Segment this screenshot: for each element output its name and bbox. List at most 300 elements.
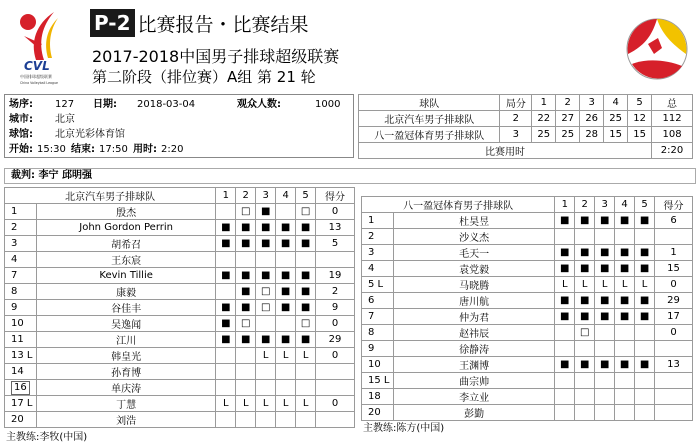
player-row <box>5 316 355 332</box>
score-cell: 15 <box>604 127 628 143</box>
score-header-row <box>359 95 693 111</box>
set-participation-mark: ■ <box>256 220 276 236</box>
player-row <box>362 341 693 357</box>
player-name: 康毅 <box>36 284 215 300</box>
set-participation-mark: ■ <box>216 220 236 236</box>
set-header: 1 <box>555 197 575 213</box>
player-number: 1 <box>5 204 37 220</box>
set-participation-mark <box>236 252 256 268</box>
score-row-team-a <box>359 111 693 127</box>
volleyball-association-logo <box>622 14 692 84</box>
set-participation-mark <box>236 348 256 364</box>
set-participation-mark: ■ <box>256 236 276 252</box>
player-points <box>316 412 355 428</box>
set-participation-mark: ■ <box>595 213 615 229</box>
score-cell: 15 <box>628 127 652 143</box>
set-participation-mark <box>216 380 236 396</box>
player-points <box>316 364 355 380</box>
set-participation-mark: ■ <box>216 300 236 316</box>
player-name: 赵祎辰 <box>393 325 554 341</box>
set-participation-mark: □ <box>575 325 595 341</box>
set-header: 3 <box>256 188 276 204</box>
score-cell: 108 <box>652 127 693 143</box>
player-name: 袁党毅 <box>393 261 554 277</box>
set-participation-mark: ■ <box>615 245 635 261</box>
player-number: 20 <box>5 412 37 428</box>
set-participation-mark: ■ <box>236 220 256 236</box>
player-row <box>362 357 693 373</box>
player-name: 江川 <box>36 332 215 348</box>
player-points: 0 <box>316 204 355 220</box>
player-number: 1 <box>362 213 394 229</box>
set-participation-mark <box>615 325 635 341</box>
player-name: John Gordon Perrin <box>36 220 215 236</box>
referee-line: 裁判: 李宁 邱明强 <box>4 168 696 184</box>
player-name: 唐川航 <box>393 293 554 309</box>
player-points <box>655 373 693 389</box>
set-participation-mark: ■ <box>575 261 595 277</box>
set-participation-mark: L <box>615 277 635 293</box>
player-name: 王东宸 <box>36 252 215 268</box>
player-name: 李立业 <box>393 389 554 405</box>
player-points: 2 <box>316 284 355 300</box>
player-name: 单庆涛 <box>36 380 215 396</box>
player-number: 7 <box>5 268 37 284</box>
set-participation-mark <box>575 405 595 421</box>
set-participation-mark: ■ <box>256 332 276 348</box>
team-a-coach: 主教练:李牧(中国) <box>6 432 88 443</box>
player-name: 吴逸闻 <box>36 316 215 332</box>
player-name: 曲宗帅 <box>393 373 554 389</box>
duration-label: 用时: <box>133 144 157 155</box>
set-participation-mark: ■ <box>236 332 256 348</box>
roster-team-a <box>4 187 355 428</box>
set-participation-mark <box>236 364 256 380</box>
player-name: 胡希召 <box>36 236 215 252</box>
player-row <box>362 277 693 293</box>
set-participation-mark <box>595 389 615 405</box>
audience-label: 观众人数: <box>237 99 281 110</box>
player-row <box>5 412 355 428</box>
logo-sub-en-text: China Volleyball League <box>20 81 59 85</box>
player-number: 7 <box>362 309 394 325</box>
player-points <box>655 389 693 405</box>
score-cell: 28 <box>580 127 604 143</box>
score-cell: 25 <box>556 127 580 143</box>
score-cell: 2 <box>500 111 532 127</box>
score-cell: 25 <box>532 127 556 143</box>
set-participation-mark <box>615 389 635 405</box>
set-participation-mark: ■ <box>595 293 615 309</box>
set-participation-mark <box>555 389 575 405</box>
player-number: 15 L <box>362 373 394 389</box>
player-name: 徐静涛 <box>393 341 554 357</box>
set-participation-mark <box>635 373 655 389</box>
set-participation-mark <box>635 341 655 357</box>
player-number: 13 L <box>5 348 37 364</box>
set-participation-mark <box>595 405 615 421</box>
set-participation-mark: L <box>555 277 575 293</box>
set-participation-mark: ■ <box>615 261 635 277</box>
player-name: 王渊博 <box>393 357 554 373</box>
set-participation-mark: ■ <box>635 261 655 277</box>
player-number: 14 <box>5 364 37 380</box>
report-title: 比赛报告・比赛结果 <box>137 13 309 36</box>
player-points: 0 <box>655 277 693 293</box>
score-header-cell: 5 <box>628 95 652 111</box>
set-participation-mark <box>216 412 236 428</box>
set-header: 4 <box>276 188 296 204</box>
player-number: 10 <box>362 357 394 373</box>
set-participation-mark: ■ <box>635 293 655 309</box>
set-participation-mark: ■ <box>216 332 236 348</box>
set-participation-mark <box>615 405 635 421</box>
player-name: 仲为君 <box>393 309 554 325</box>
league-name: 2017-2018中国男子排球超级联赛 <box>92 47 340 66</box>
set-header: 5 <box>296 188 316 204</box>
player-points: 17 <box>655 309 693 325</box>
set-participation-mark <box>236 412 256 428</box>
set-participation-mark <box>236 380 256 396</box>
set-participation-mark: ■ <box>575 357 595 373</box>
player-row <box>5 252 355 268</box>
set-header: 3 <box>595 197 615 213</box>
set-participation-mark <box>216 364 236 380</box>
roster-team-b <box>361 196 693 421</box>
player-row <box>5 348 355 364</box>
set-participation-mark: □ <box>296 204 316 220</box>
set-participation-mark: ■ <box>575 245 595 261</box>
set-participation-mark <box>256 252 276 268</box>
player-name: 沙义杰 <box>393 229 554 245</box>
set-participation-mark <box>256 364 276 380</box>
set-participation-mark: ■ <box>635 213 655 229</box>
player-points: 29 <box>316 332 355 348</box>
player-points: 0 <box>316 348 355 364</box>
player-number: 18 <box>362 389 394 405</box>
set-participation-mark: ■ <box>635 245 655 261</box>
set-participation-mark <box>615 341 635 357</box>
start-value: 15:30 <box>37 144 66 155</box>
player-number: 2 <box>362 229 394 245</box>
player-name: 韩皇光 <box>36 348 215 364</box>
player-points: 13 <box>655 357 693 373</box>
score-cell: 八一盈冠体育男子排球队 <box>359 127 500 143</box>
player-points: 1 <box>655 245 693 261</box>
set-participation-mark: ■ <box>236 284 256 300</box>
report-title-bar <box>90 8 309 38</box>
set-participation-mark <box>555 229 575 245</box>
set-participation-mark: ■ <box>296 268 316 284</box>
score-header-cell: 总 <box>652 95 693 111</box>
set-participation-mark: L <box>276 348 296 364</box>
player-row <box>5 396 355 412</box>
player-name: 孙育博 <box>36 364 215 380</box>
set-participation-mark: □ <box>256 300 276 316</box>
set-participation-mark: ■ <box>216 316 236 332</box>
player-number: 10 <box>5 316 37 332</box>
player-number-boxed: 16 <box>11 381 30 395</box>
points-header: 得分 <box>316 188 355 204</box>
set-participation-mark <box>276 364 296 380</box>
player-name: 谷佳丰 <box>36 300 215 316</box>
set-participation-mark: ■ <box>296 236 316 252</box>
cvl-logo <box>14 8 74 86</box>
set-header: 1 <box>216 188 236 204</box>
start-label: 开始: <box>9 144 33 155</box>
player-number: 4 <box>362 261 394 277</box>
set-participation-mark: ■ <box>575 293 595 309</box>
player-points: 5 <box>316 236 355 252</box>
set-participation-mark: L <box>236 396 256 412</box>
stage-info: 第二阶段（排位赛）A组 第 21 轮 <box>92 68 316 86</box>
set-header: 4 <box>615 197 635 213</box>
set-participation-mark: ■ <box>555 245 575 261</box>
duration-value: 2:20 <box>161 144 184 155</box>
set-participation-mark <box>575 229 595 245</box>
set-participation-mark: ■ <box>555 261 575 277</box>
set-participation-mark: ■ <box>615 293 635 309</box>
score-cell: 3 <box>500 127 532 143</box>
set-participation-mark: ■ <box>615 213 635 229</box>
set-participation-mark <box>615 373 635 389</box>
set-participation-mark <box>555 341 575 357</box>
set-participation-mark: ■ <box>236 300 256 316</box>
set-participation-mark: ■ <box>276 268 296 284</box>
player-name: 彭勤 <box>393 405 554 421</box>
roster-b-header-row <box>362 197 693 213</box>
player-number: 3 <box>362 245 394 261</box>
score-cell: 27 <box>556 111 580 127</box>
set-participation-mark: ■ <box>216 268 236 284</box>
player-row <box>5 332 355 348</box>
set-participation-mark: L <box>216 396 236 412</box>
set-participation-mark: L <box>256 396 276 412</box>
score-header-cell: 球队 <box>359 95 500 111</box>
set-participation-mark: ■ <box>256 204 276 220</box>
player-points <box>655 341 693 357</box>
set-participation-mark: ■ <box>256 268 276 284</box>
set-score-table <box>358 94 693 159</box>
player-row <box>362 389 693 405</box>
player-number: 4 <box>5 252 37 268</box>
set-participation-mark: L <box>296 348 316 364</box>
set-participation-mark: L <box>595 277 615 293</box>
set-participation-mark <box>595 229 615 245</box>
set-participation-mark: ■ <box>236 236 256 252</box>
player-row <box>362 213 693 229</box>
city-value: 北京 <box>55 114 75 125</box>
set-participation-mark <box>575 389 595 405</box>
team-b-coach: 主教练:陈方(中国) <box>363 423 445 434</box>
player-name: 殷杰 <box>36 204 215 220</box>
set-participation-mark <box>635 389 655 405</box>
set-participation-mark: ■ <box>236 268 256 284</box>
player-number <box>5 380 37 396</box>
player-points: 6 <box>655 213 693 229</box>
set-participation-mark <box>256 412 276 428</box>
set-participation-mark <box>555 405 575 421</box>
set-participation-mark <box>216 284 236 300</box>
set-participation-mark: ■ <box>276 220 296 236</box>
set-participation-mark: ■ <box>555 309 575 325</box>
set-header: 2 <box>236 188 256 204</box>
match-time-value: 2:20 <box>652 143 693 159</box>
player-row <box>362 405 693 421</box>
player-name: 毛天一 <box>393 245 554 261</box>
player-points: 15 <box>655 261 693 277</box>
score-header-cell: 1 <box>532 95 556 111</box>
team-b-name: 八一盈冠体育男子排球队 <box>362 197 555 213</box>
match-info-box <box>4 94 354 158</box>
set-participation-mark <box>256 316 276 332</box>
player-name: 丁慧 <box>36 396 215 412</box>
set-participation-mark <box>276 316 296 332</box>
points-header: 得分 <box>655 197 693 213</box>
set-participation-mark: ■ <box>615 309 635 325</box>
player-row <box>362 229 693 245</box>
city-label: 城市: <box>9 114 33 125</box>
end-value: 17:50 <box>99 144 128 155</box>
player-row <box>5 268 355 284</box>
hall-value: 北京光彩体育馆 <box>55 129 125 140</box>
player-row <box>5 284 355 300</box>
set-participation-mark: ■ <box>296 220 316 236</box>
player-points <box>655 229 693 245</box>
player-points <box>316 252 355 268</box>
player-row <box>5 204 355 220</box>
score-cell: 北京汽车男子排球队 <box>359 111 500 127</box>
set-participation-mark: L <box>276 396 296 412</box>
set-participation-mark <box>635 229 655 245</box>
end-label: 结束: <box>71 144 95 155</box>
set-participation-mark: L <box>635 277 655 293</box>
player-number: 5 L <box>362 277 394 293</box>
player-row <box>5 300 355 316</box>
set-participation-mark <box>216 204 236 220</box>
set-participation-mark <box>615 229 635 245</box>
set-participation-mark <box>296 364 316 380</box>
venue-no-label: 场序: <box>9 99 33 110</box>
date-label: 日期: <box>93 99 117 110</box>
set-participation-mark <box>575 341 595 357</box>
match-time-label: 比赛用时 <box>359 143 652 159</box>
set-participation-mark: ■ <box>296 332 316 348</box>
hall-label: 球馆: <box>9 129 33 140</box>
match-time-row <box>359 143 693 159</box>
player-number: 2 <box>5 220 37 236</box>
set-participation-mark <box>216 348 236 364</box>
player-name: Kevin Tillie <box>36 268 215 284</box>
set-participation-mark: ■ <box>575 309 595 325</box>
set-participation-mark <box>256 380 276 396</box>
player-name: 刘浩 <box>36 412 215 428</box>
player-row <box>5 220 355 236</box>
score-header-cell: 3 <box>580 95 604 111</box>
set-participation-mark: ■ <box>276 300 296 316</box>
set-participation-mark <box>555 373 575 389</box>
set-participation-mark: ■ <box>296 300 316 316</box>
set-participation-mark: ■ <box>555 213 575 229</box>
set-participation-mark: ■ <box>276 332 296 348</box>
player-number: 9 <box>362 341 394 357</box>
player-points: 0 <box>316 396 355 412</box>
player-points: 19 <box>316 268 355 284</box>
set-participation-mark: ■ <box>555 357 575 373</box>
player-row <box>5 236 355 252</box>
set-participation-mark: □ <box>236 204 256 220</box>
score-header-cell: 局分 <box>500 95 532 111</box>
player-number: 6 <box>362 293 394 309</box>
player-points <box>316 380 355 396</box>
set-participation-mark <box>595 325 615 341</box>
player-number: 20 <box>362 405 394 421</box>
score-header-cell: 2 <box>556 95 580 111</box>
set-participation-mark: □ <box>236 316 256 332</box>
player-number: 8 <box>362 325 394 341</box>
set-participation-mark <box>296 252 316 268</box>
player-number: 3 <box>5 236 37 252</box>
set-participation-mark: ■ <box>296 284 316 300</box>
player-row <box>362 373 693 389</box>
player-number: 11 <box>5 332 37 348</box>
set-header: 2 <box>575 197 595 213</box>
player-row <box>362 309 693 325</box>
player-points: 0 <box>316 316 355 332</box>
set-participation-mark <box>216 252 236 268</box>
set-participation-mark: ■ <box>555 293 575 309</box>
audience-value: 1000 <box>315 99 341 110</box>
set-participation-mark: ■ <box>635 357 655 373</box>
player-points: 9 <box>316 300 355 316</box>
set-participation-mark: □ <box>256 284 276 300</box>
set-header: 5 <box>635 197 655 213</box>
player-row <box>5 380 355 396</box>
team-a-name: 北京汽车男子排球队 <box>5 188 216 204</box>
score-cell: 26 <box>580 111 604 127</box>
score-cell: 22 <box>532 111 556 127</box>
set-participation-mark: ■ <box>595 261 615 277</box>
player-row <box>362 325 693 341</box>
set-participation-mark <box>276 252 296 268</box>
set-participation-mark: ■ <box>276 284 296 300</box>
score-cell: 112 <box>652 111 693 127</box>
player-points <box>655 405 693 421</box>
set-participation-mark: ■ <box>595 309 615 325</box>
set-participation-mark: L <box>296 396 316 412</box>
set-participation-mark: ■ <box>635 309 655 325</box>
set-participation-mark <box>276 412 296 428</box>
set-participation-mark: ■ <box>216 236 236 252</box>
logo-text: CVL <box>24 59 50 73</box>
score-cell: 12 <box>628 111 652 127</box>
set-participation-mark <box>635 405 655 421</box>
player-row <box>362 245 693 261</box>
player-row <box>5 364 355 380</box>
player-points: 13 <box>316 220 355 236</box>
player-row <box>362 261 693 277</box>
set-participation-mark <box>276 204 296 220</box>
score-header-cell: 4 <box>604 95 628 111</box>
set-participation-mark: ■ <box>575 213 595 229</box>
set-participation-mark <box>276 380 296 396</box>
player-number: 8 <box>5 284 37 300</box>
set-participation-mark: ■ <box>595 245 615 261</box>
set-participation-mark: ■ <box>276 236 296 252</box>
player-name: 杜昊昱 <box>393 213 554 229</box>
set-participation-mark: ■ <box>595 357 615 373</box>
set-participation-mark <box>635 325 655 341</box>
